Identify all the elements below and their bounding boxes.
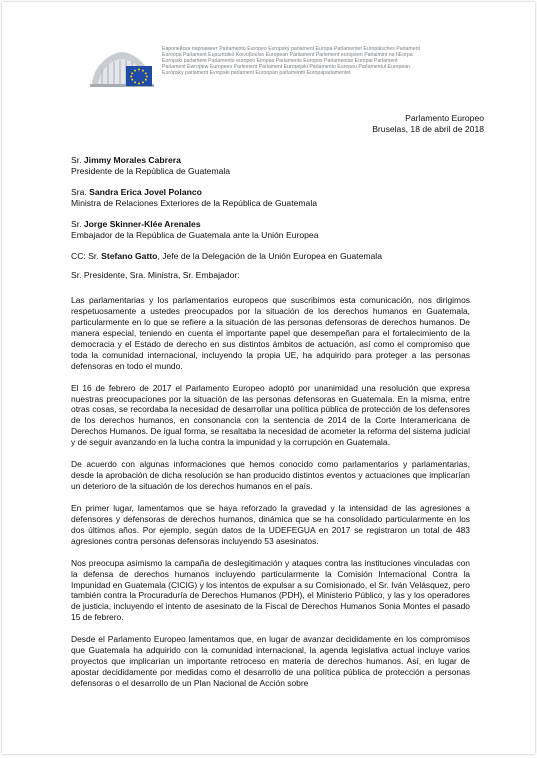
body-paragraph: Desde el Parlamento Europeo lamentamos que, en lugar de avanzar decididamente en los compromisos que Guatemala ha adquirido con la comunidad internacional, la agenda legislativa actual incluye varios proyectos que implicarían un importante retroceso en materia de derechos humanos. Así, en lugar de apostar decididamente por medidas como el desarrollo de una política pública de protección a personas defensoras o el desarrollo de un Plan Nacional de Acción sobre	[71, 634, 470, 689]
body-paragraph: Las parlamentarias y los parlamentarios europeos que suscribimos esta comunicación, nos dirigimos respetuosamente a ustedes preocupados por la situación de los derechos humanos en Guatemala, particularmente en lo que se refiere a la situación de las personas defensoras de derechos humanos. De manera especial, teniendo en cuenta el importante papel que desempeñan para el fortalecimiento de la democracia y el Estado de derecho en sus distintos ámbitos de actuación, así como el compromiso que toda la comunidad internacional, incluyendo la propia UE, ha adquirido para proteger a las personas defensoras en todo el mundo.	[71, 295, 470, 371]
cc-role: , Jefe de la Delegación de la Unión Europea en Guatemala	[157, 251, 382, 261]
salutation: Sr. Presidente, Sra. Ministra, Sr. Embajador:	[71, 270, 240, 280]
addressee-role: Ministra de Relaciones Exteriores de la República de Guatemala	[71, 198, 318, 208]
addressee	[71, 155, 491, 177]
addressee-name: Jimmy Morales Cabrera	[83, 155, 181, 165]
letter-body	[71, 295, 470, 700]
letter-page	[2, 2, 535, 754]
addressee	[71, 219, 491, 241]
body-paragraph: En primer lugar, lamentamos que se haya reforzado la gravedad y la intensidad de las agresiones a defensores y defensoras de derechos humanos, dinámica que se ha consolidado particularmente en los dos últimos años. Por ejemplo, según datos de la UDEFEGUA en 2017 se registraron un total de 483 agresiones contra personas defensoras incluyendo 53 asesinatos.	[71, 502, 470, 546]
addressee-block	[71, 155, 491, 262]
addressee-role: Presidente de la República de Guatemala	[71, 166, 231, 176]
body-paragraph: De acuerdo con algunas informaciones que hemos conocido como parlamentarios y parlamentarias, desde la aprobación de dicha resolución se han producido distintos eventos y actuaciones que implicarían un deterioro de la situación de los derechos humanos en el país.	[71, 459, 470, 492]
parliament-names-line: Euroopa Parlament Ευρωπαϊκό Κοινοβούλιο European Parliament Parlement européen Parlaimint na hEorpa	[162, 52, 413, 58]
addressee	[71, 187, 491, 209]
place-and-date	[372, 113, 484, 136]
cc-line	[71, 251, 491, 262]
addressee-name: Sandra Erica Jovel Polanco	[89, 187, 202, 197]
parliament-names-multilingual	[162, 46, 535, 76]
addressee-name-line	[71, 155, 491, 166]
parliament-names-line: Europski parlament Parlamento europeo Eiropas Parlaments Europos Parlamentas Európai Parlament	[162, 58, 398, 64]
parliament-names-line: Parlament Ewropew Europees Parlement Parlament Europejski Parlamento Europeu Parlamentul European	[162, 64, 410, 70]
letter-date: Bruselas, 18 de abril de 2018	[372, 124, 484, 135]
cc-prefix: CC: Sr.	[71, 251, 102, 261]
addressee-name-line	[71, 187, 491, 198]
addressee-role: Embajador de la República de Guatemala ante la Unión Europea	[71, 230, 319, 240]
addressee-title: Sr.	[71, 219, 84, 229]
sender-institution: Parlamento Europeo	[405, 113, 484, 123]
cc-name: Stefano Gatto	[101, 251, 158, 261]
european-parliament-logo	[88, 44, 156, 92]
addressee-title: Sr.	[71, 155, 84, 165]
addressee-name: Jorge Skinner-Klée Arenales	[83, 219, 201, 229]
addressee-title: Sra.	[71, 187, 90, 197]
parliament-names-line: Európsky parlament Evropski parlament Euroopan parlamentti Europaparlamentet	[162, 70, 351, 76]
body-paragraph: Nos preocupa asimismo la campaña de deslegitimación y ataques contra las instituciones vinculadas con la defensa de derechos humanos incluyendo particularmente la Comisión Internacional Contra la Impunidad en Guatemala (CICIG) y los intentos de expulsar a su Comisionado, el Sr. Iván Velásquez, pero también contra la Procuraduría de Derechos Humanos (PDH), el Ministerio Público, y las y los operadores de justicia, incluyendo el intento de asesinato de la Fiscal de Derechos Humanos Sonia Montes el pasado 15 de febrero.	[71, 557, 470, 623]
body-paragraph: El 16 de febrero de 2017 el Parlamento Europeo adoptó por unanimidad una resolución que expresa nuestras preocupaciones por la situación de las personas defensoras en Guatemala. En la misma, entre otras cosas, se recordaba la necesidad de desarrollar una política pública de protección de los defensores de los derechos humanos, en consonancia con la sentencia de 2014 de la Corte Interamericana de Derechos Humanos. De igual forma, se resaltaba la necesidad de acometer la reforma del sistema judicial y de seguir avanzando en la lucha contra la impunidad y la corrupción en Guatemala.	[71, 382, 470, 448]
parliament-names-line: Европейски парламент Parlamento Europeo Evropský parlament Europa-Parlamentet Europäisches Parlament	[162, 46, 420, 52]
addressee-name-line	[71, 219, 491, 230]
